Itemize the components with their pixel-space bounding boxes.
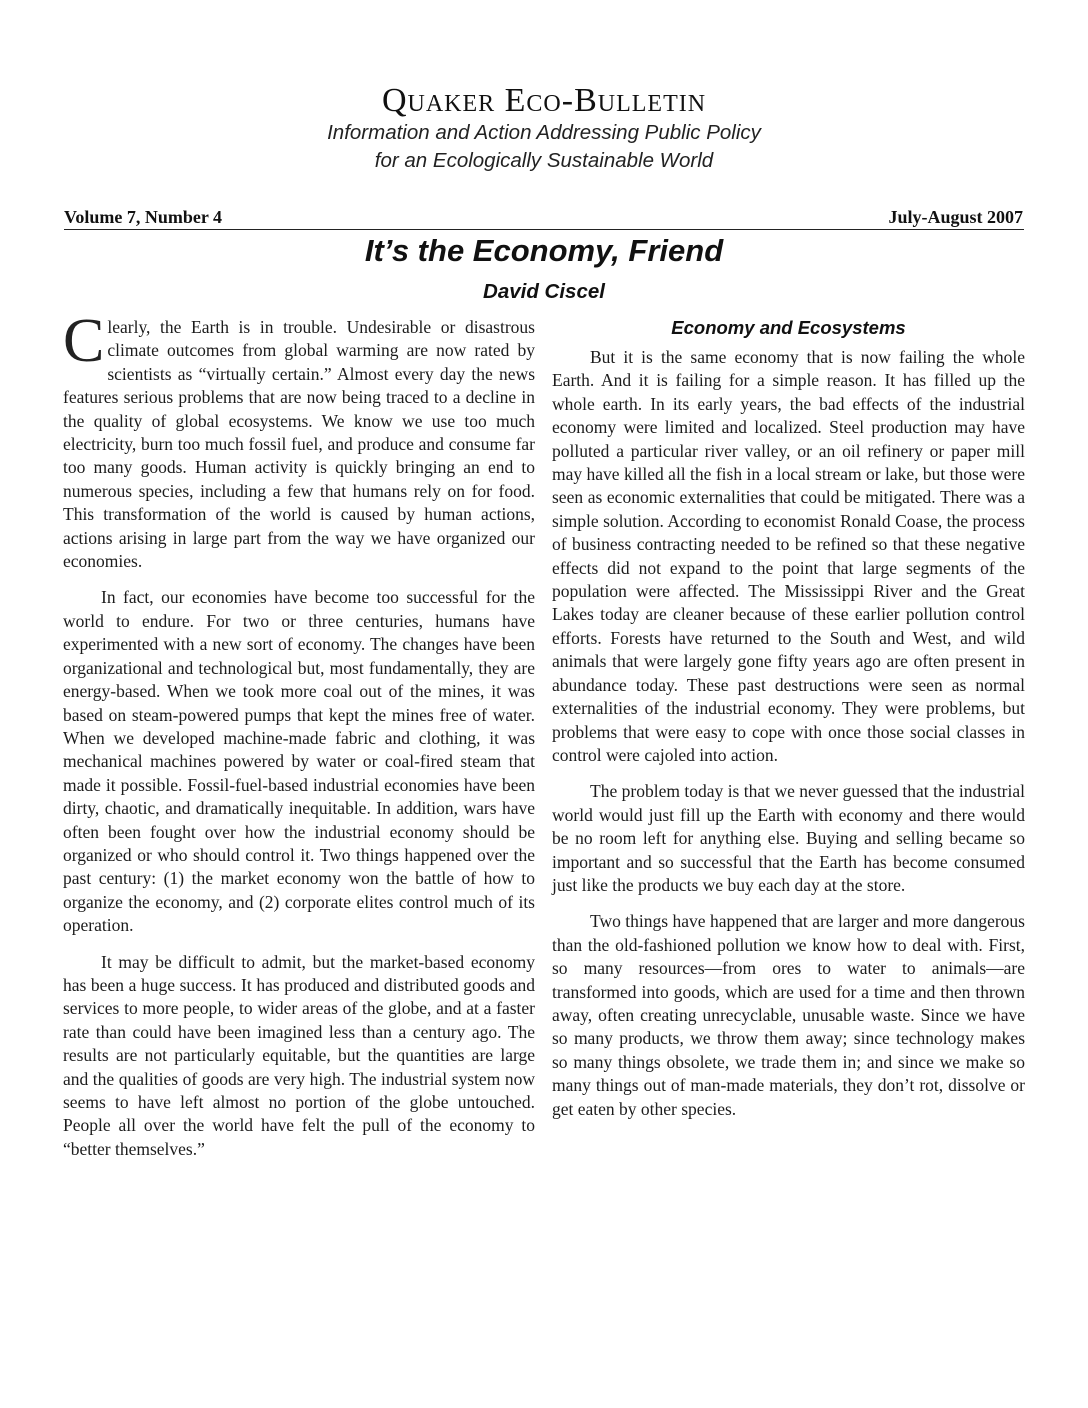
tagline-line-2: for an Ecologically Sustainable World (374, 149, 714, 173)
paragraph-4: But it is the same economy that is now failing the whole Earth. And it is failing for a simple reason. It has filled up the whole earth. In its early years, the bad effects of the industrial economy were limited and localized. Steel production may have polluted a particular river valley, or an oil refinery or paper mill may have killed all the fish in a local stream or lake, but those were seen as economic externalities that could be mitigated. There was a simple solution. According to economist Ronald Coase, the process of business contracting needed to be refined so that these negative effects did not expand to the point that large segments of the population were affected. The Mississippi River and the Great Lakes today are cleaner because of these earlier pollution control efforts. Forests have returned to the South and West, and wild animals that were largely gone fifty years ago are often present in abundance today. These past destructions were seen as normal externalities of the industrial economy. They were problems, but problems that were easy to cope with once those social classes in control were cajoled into action. (552, 347, 1025, 765)
issue-date: July-August 2007 (888, 207, 1023, 227)
right-column (552, 316, 1025, 1121)
article-author: David Ciscel (483, 280, 605, 303)
masthead (0, 82, 1088, 175)
paragraph-6: Two things have happened that are larger and more dangerous than the old-fashioned pollution we know how to deal with. First, so many resources—from ores to water to animals—are transformed into goods, which are used for a time and then thrown away, often creating unrecyclable, unusable waste. Since we have so many products, we throw them away; since technology makes so many things obsolete, we trade them in; and since we make so many things out of man-made materials, they don’t rot, dissolve or get eaten by other species. (552, 911, 1025, 1119)
paragraph-5: The problem today is that we never guessed that the industrial world would just fill up the Earth with economy and there would be no room left for anything else. Buying and selling became so important and so successful that the Earth has become consumed just like the products we buy each day at the store. (552, 781, 1025, 895)
article-title: It’s the Economy, Friend (364, 233, 724, 268)
left-column (63, 307, 535, 1161)
section-heading: Economy and Ecosystems (671, 317, 906, 338)
tagline-line-1: Information and Action Addressing Public Policy (327, 121, 761, 145)
publication-title: Quaker Eco-Bulletin (381, 82, 707, 119)
paragraph-2: In fact, our economies have become too successful for the world to endure. For two or three centuries, humans have experimented with a new sort of economy. The changes have been organizational and technological but, most fundamentally, they are energy-based. When we took more coal out of the mines, it was based on steam-powered pumps that kept the mines free of water. When we developed machine-made fabric and clothing, it was mechanical machines powered by water or coal-fired steam that made it possible. Fossil-fuel-based industrial economies have been dirty, chaotic, and dramatically inequitable. In addition, wars have often been fought over how the industrial economy should be organized or who should control it. Two things happened over the past century: (1) the market economy won the battle of how to organize the economy, and (2) corporate elites control much of its operation. (63, 587, 535, 936)
paragraph-3: It may be difficult to admit, but the market-based economy has been a huge success. It has produced and distributed goods and services to more people, to wider areas of the globe, and at a faster rate than could have been imagined less than a century ago. The results are not particularly equitable, but the quantities are large and the qualities of goods are very high. The industrial system now seems to have left almost no portion of the globe untouched. People all over the world have felt the pull of the economy to “better themselves.” (63, 951, 535, 1159)
drop-cap: C (63, 307, 105, 375)
masthead-rule (64, 229, 1024, 230)
issue-volume: Volume 7, Number 4 (64, 207, 223, 227)
paragraph-1-text: learly, the Earth is in trouble. Undesirable or disastrous climate outcomes from global warming are now rated by scientists as “virtually certain.” Almost every day the news features serious problems that are now being traced to a decline in the quality of global ecosystems. We know we use too much electricity, burn too much fossil fuel, and produce and consume far too many goods. Human activity is quickly bringing an end to numerous species, including a few that humans rely on for food. This transformation of the world is caused by human actions, actions arising in large part from the way we have organized our economies. (63, 317, 535, 572)
paragraph-1 (63, 307, 535, 573)
